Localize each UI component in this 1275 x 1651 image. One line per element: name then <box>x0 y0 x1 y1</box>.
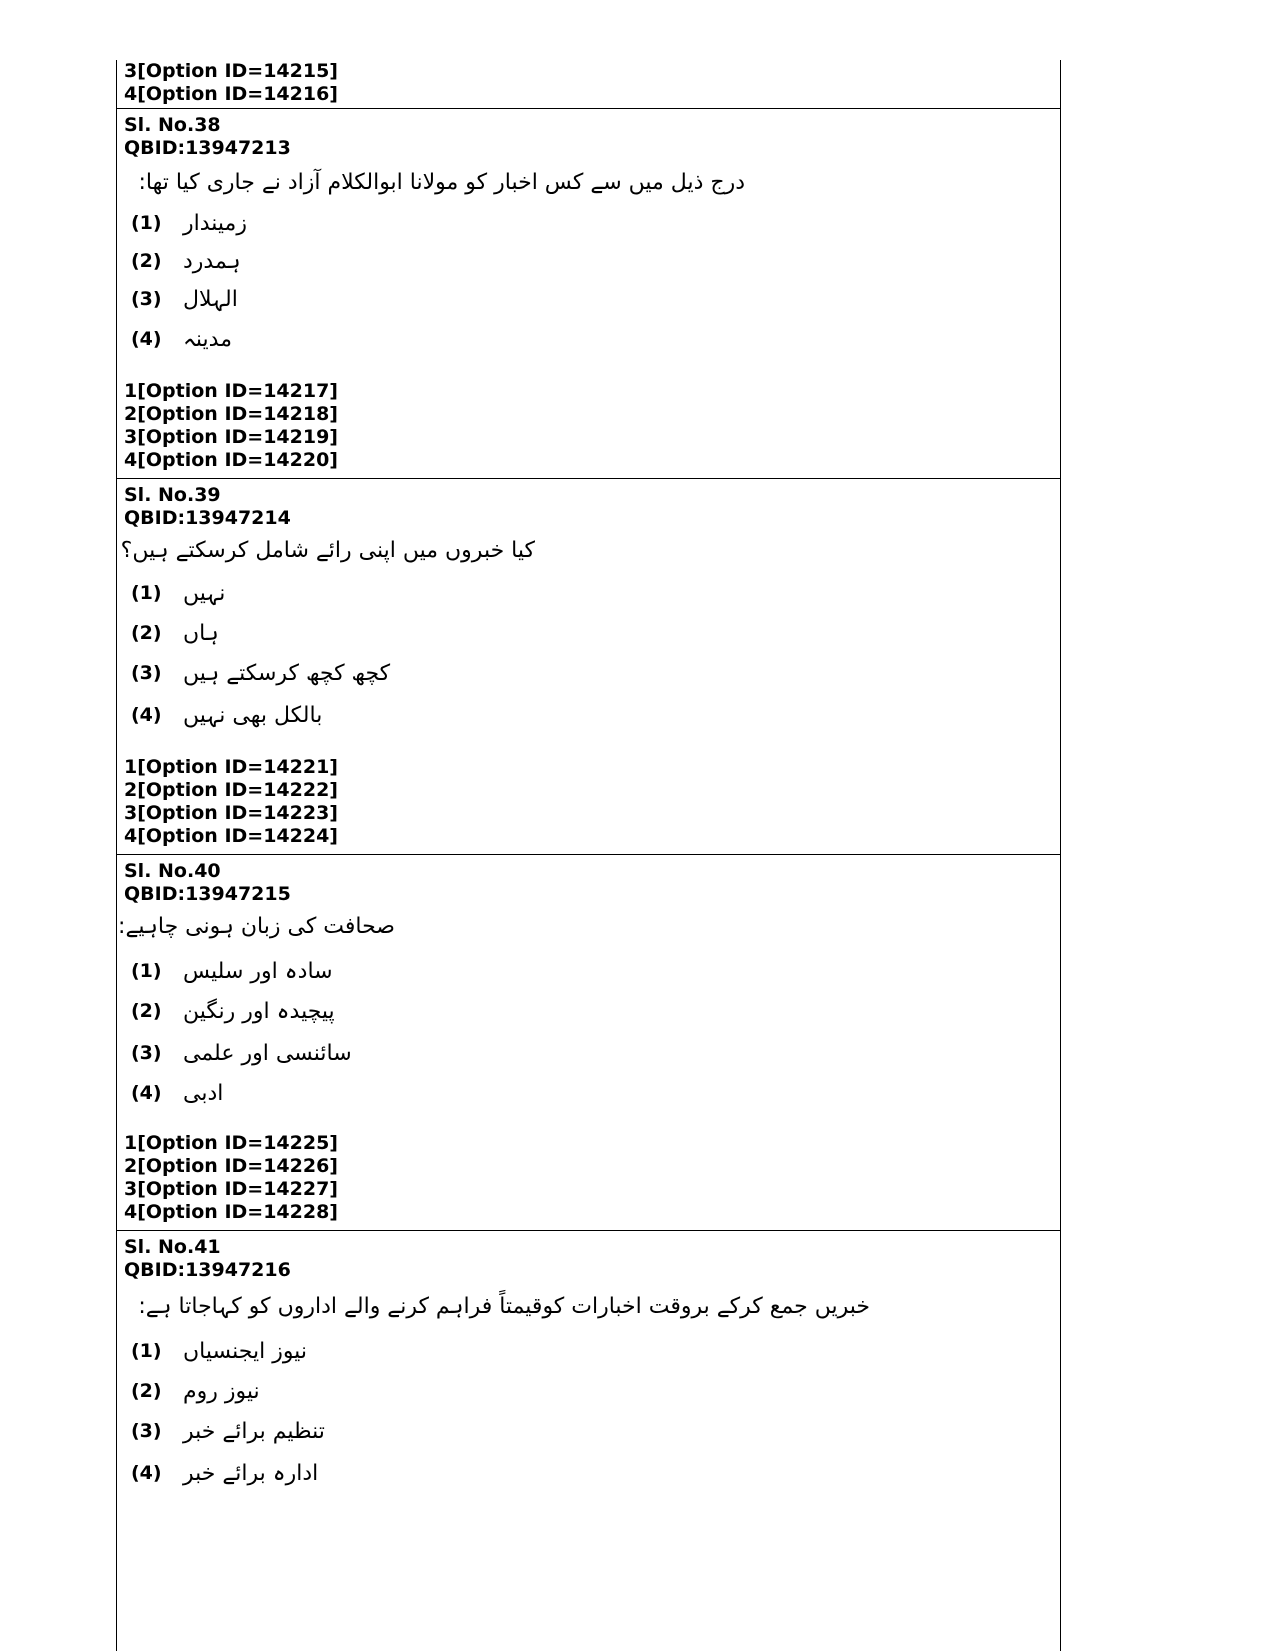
question-block-39 <box>117 484 1060 854</box>
option-1 <box>131 1336 307 1366</box>
option-4 <box>131 1078 223 1108</box>
option-text: نیوز ایجنسیاں <box>183 1338 307 1364</box>
option-number: (4) <box>131 1462 162 1484</box>
previous-question-option-ids <box>117 60 1060 106</box>
option-id-line: 2[Option ID=14222] <box>124 779 338 801</box>
option-number: (1) <box>131 960 162 982</box>
question-block-40 <box>117 860 1060 1230</box>
option-id-line: 4[Option ID=14224] <box>124 825 338 847</box>
option-4 <box>131 700 322 730</box>
option-2 <box>131 996 335 1026</box>
row-divider <box>117 478 1060 479</box>
option-number: (2) <box>131 622 162 644</box>
option-number: (2) <box>131 1000 162 1022</box>
option-id-line: 4[Option ID=14228] <box>124 1201 338 1223</box>
option-number: (2) <box>131 250 162 272</box>
option-number: (1) <box>131 212 162 234</box>
option-4 <box>131 324 232 354</box>
option-number: (2) <box>131 1380 162 1402</box>
serial-number: Sl. No.39 <box>124 484 221 506</box>
option-number: (3) <box>131 1420 162 1442</box>
row-divider <box>117 1230 1060 1231</box>
option-2 <box>131 246 241 276</box>
option-3 <box>131 658 390 688</box>
qbid: QBID:13947215 <box>124 883 291 905</box>
option-text: پیچیدہ اور رنگین <box>183 998 335 1024</box>
option-text: سائنسی اور علمی <box>183 1040 352 1066</box>
option-1 <box>131 578 225 608</box>
option-number: (3) <box>131 1042 162 1064</box>
option-id-line: 1[Option ID=14217] <box>124 380 338 402</box>
option-id-list <box>124 1132 338 1224</box>
question-text: خبریں جمع کرکے بروقت اخبارات کوقیمتاً فراہم کرنے والے اداروں کو کہاجاتا ہے: <box>138 1294 870 1319</box>
option-text: زمیندار <box>183 210 247 236</box>
option-number: (4) <box>131 704 162 726</box>
option-4 <box>131 1458 318 1488</box>
qbid: QBID:13947214 <box>124 507 291 529</box>
option-3 <box>131 1416 325 1446</box>
option-id-line: 1[Option ID=14225] <box>124 1132 338 1154</box>
option-text: بالکل بھی نہیں <box>183 702 323 728</box>
option-1 <box>131 208 247 238</box>
question-text: درج ذیل میں سے کس اخبار کو مولانا ابوالکلام آزاد نے جاری کیا تھا: <box>138 170 745 195</box>
serial-number: Sl. No.38 <box>124 114 221 136</box>
option-text: ادارہ برائے خبر <box>183 1460 319 1486</box>
option-id-line: 2[Option ID=14226] <box>124 1155 338 1177</box>
option-id-line: 1[Option ID=14221] <box>124 756 338 778</box>
option-number: (3) <box>131 662 162 684</box>
option-id-line: 3[Option ID=14215] <box>124 60 338 82</box>
option-id-line: 4[Option ID=14220] <box>124 449 338 471</box>
option-id-list <box>124 380 338 472</box>
option-text: کچھ کچھ کرسکتے ہیں <box>183 660 391 686</box>
option-text: الہلال <box>183 286 238 312</box>
option-number: (3) <box>131 288 162 310</box>
option-2 <box>131 618 219 648</box>
option-number: (4) <box>131 1082 162 1104</box>
question-text: کیا خبروں میں اپنی رائے شامل کرسکتے ہیں؟ <box>120 538 535 563</box>
qbid: QBID:13947213 <box>124 137 291 159</box>
serial-number: Sl. No.40 <box>124 860 221 882</box>
option-id-line: 4[Option ID=14216] <box>124 83 338 105</box>
option-2 <box>131 1376 260 1406</box>
question-text: صحافت کی زبان ہونی چاہیے: <box>118 914 395 939</box>
option-text: تنظیم برائے خبر <box>183 1418 325 1444</box>
row-divider <box>117 854 1060 855</box>
option-text: مدینہ <box>183 326 232 352</box>
serial-number: Sl. No.41 <box>124 1236 221 1258</box>
option-text: ہمدرد <box>183 248 241 274</box>
option-1 <box>131 956 333 986</box>
option-text: نہیں <box>183 580 226 606</box>
option-3 <box>131 284 238 314</box>
option-id-list <box>124 756 338 848</box>
option-text: ادبی <box>183 1080 224 1106</box>
option-text: نیوز روم <box>183 1378 260 1404</box>
option-id-line: 2[Option ID=14218] <box>124 403 338 425</box>
option-number: (4) <box>131 328 162 350</box>
option-id-line: 3[Option ID=14227] <box>124 1178 338 1200</box>
option-text: ہاں <box>183 620 219 646</box>
qbid: QBID:13947216 <box>124 1259 291 1281</box>
question-block-41 <box>117 1236 1060 1646</box>
option-text: سادہ اور سلیس <box>183 958 333 984</box>
option-number: (1) <box>131 1340 162 1362</box>
option-number: (1) <box>131 582 162 604</box>
option-3 <box>131 1038 352 1068</box>
question-block-38 <box>117 114 1060 482</box>
option-id-line: 3[Option ID=14219] <box>124 426 338 448</box>
question-sheet <box>116 60 1061 1651</box>
row-divider <box>117 108 1060 109</box>
option-id-line: 3[Option ID=14223] <box>124 802 338 824</box>
